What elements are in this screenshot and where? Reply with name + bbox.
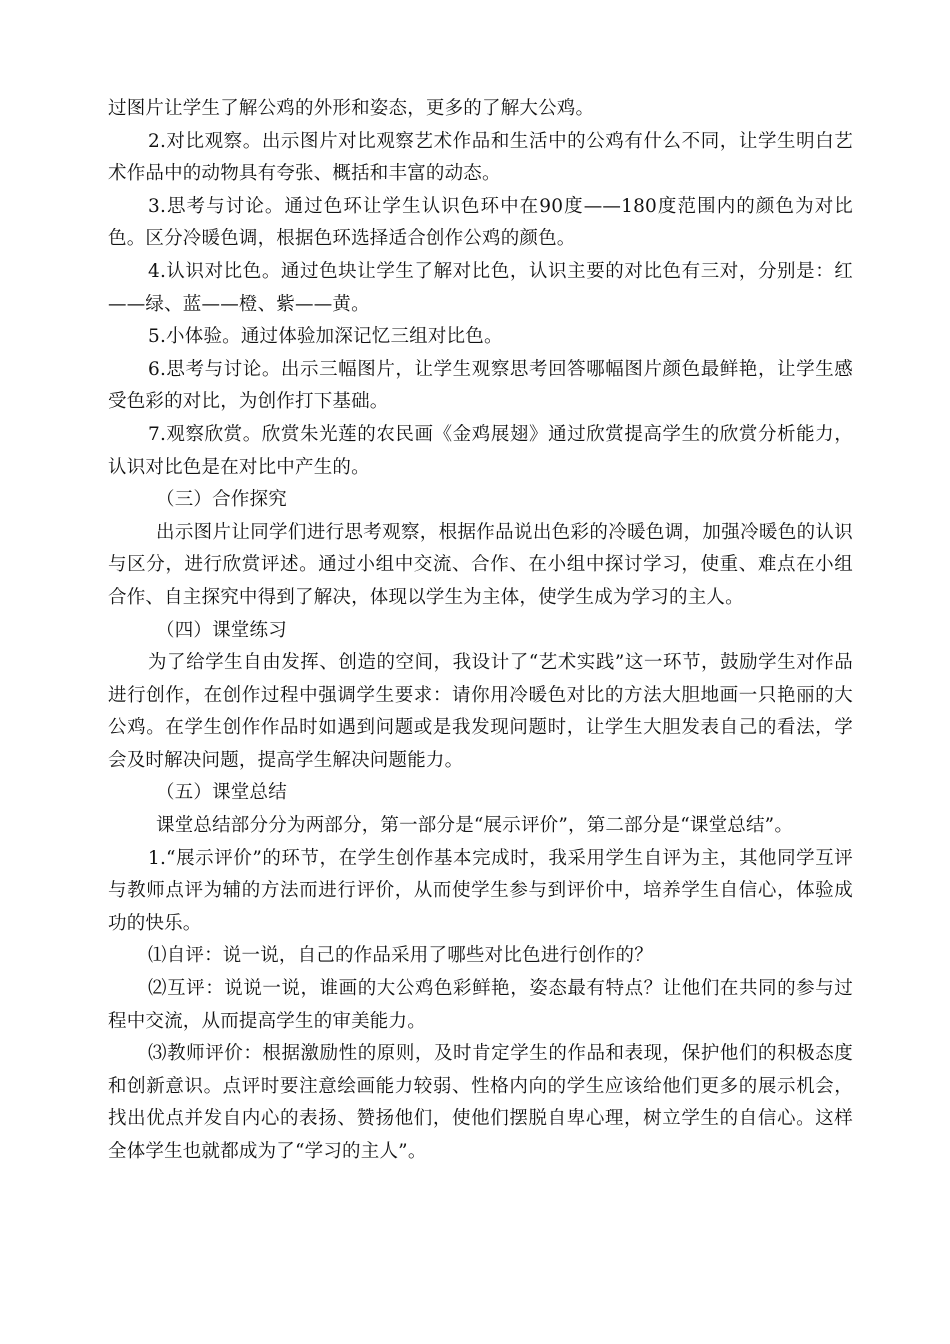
paragraph-item-7: 7.观察欣赏。欣赏朱光莲的农民画《金鸡展翅》通过欣赏提高学生的欣赏分析能力，认识对比色是在对比中产生的。 [108,423,853,478]
paragraph-item-3: 3.思考与讨论。通过色环让学生认识色环中在90度——180度范围内的颜色为对比色。区分冷暖色调，根据色环选择适合创作公鸡的颜色。 [108,195,853,250]
section-heading-cooperation: （三）合作探究 [156,489,287,511]
paragraph-peer-evaluation: ⑵互评：说说一说，谁画的大公鸡色彩鲜艳，姿态最有特点？让他们在共同的参与过程中交流，从而提高学生的审美能力。 [108,978,853,1032]
paragraph-item-6: 6.思考与讨论。出示三幅图片，让学生观察思考回答哪幅图片颜色最鲜艳，让学生感受色彩的对比，为创作打下基础。 [108,358,853,413]
paragraph-summary-intro: 课堂总结部分分为两部分，第一部分是“展示评价”，第二部分是“课堂总结”。 [156,815,794,837]
paragraph-cooperation: 出示图片让同学们进行思考观察，根据作品说出色彩的冷暖色调，加强冷暖色的认识与区分，进行欣赏评述。通过小组中交流、合作、在小组中探讨学习，使重、难点在小组合作、自主探究中得到了解决，体现以学生为主体，使学生成为学习的主人。 [108,521,853,608]
paragraph-self-evaluation: ⑴自评：说一说，自己的作品采用了哪些对比色进行创作的？ [148,945,653,967]
paragraph-teacher-evaluation: ⑶教师评价：根据激励性的原则，及时肯定学生的作品和表现，保护他们的积极态度和创新意识。点评时要注意绘画能力较弱、性格内向的学生应该给他们更多的展示机会，找出优点并发自内心的表扬、赞扬他们，使他们摆脱自卑心理，树立学生的自信心。这样全体学生也就都成为了“学习的主人”。 [108,1043,853,1162]
document-body [108,93,853,1169]
section-heading-summary: （五）课堂总结 [156,782,287,804]
paragraph-continuation: 过图片让学生了解公鸡的外形和姿态，更多的了解大公鸡。 [108,98,595,119]
paragraph-item-4: 4.认识对比色。通过色块让学生了解对比色，认识主要的对比色有三对，分别是：红——绿、蓝——橙、紫——黄。 [108,260,853,315]
paragraph-evaluation: 1.“展示评价”的环节，在学生创作基本完成时，我采用学生自评为主，其他同学互评与教师点评为辅的方法而进行评价，从而使学生参与到评价中，培养学生自信心，体验成功的快乐。 [108,847,853,934]
paragraph-item-2: 2.对比观察。出示图片对比观察艺术作品和生活中的公鸡有什么不同，让学生明白艺术作品中的动物具有夸张、概括和丰富的动态。 [108,130,853,185]
section-heading-practice: （四）课堂练习 [156,619,287,641]
paragraph-practice: 为了给学生自由发挥、创造的空间，我设计了“艺术实践”这一环节，鼓励学生对作品进行创作，在创作过程中强调学生要求：请你用冷暖色对比的方法大胆地画一只艳丽的大公鸡。在学生创作作品时如遇到问题或是我发现问题时，让学生大胆发表自己的看法，学会及时解决问题，提高学生解决问题能力。 [108,652,853,771]
paragraph-item-5: 5.小体验。通过体验加深记忆三组对比色。 [148,326,503,348]
